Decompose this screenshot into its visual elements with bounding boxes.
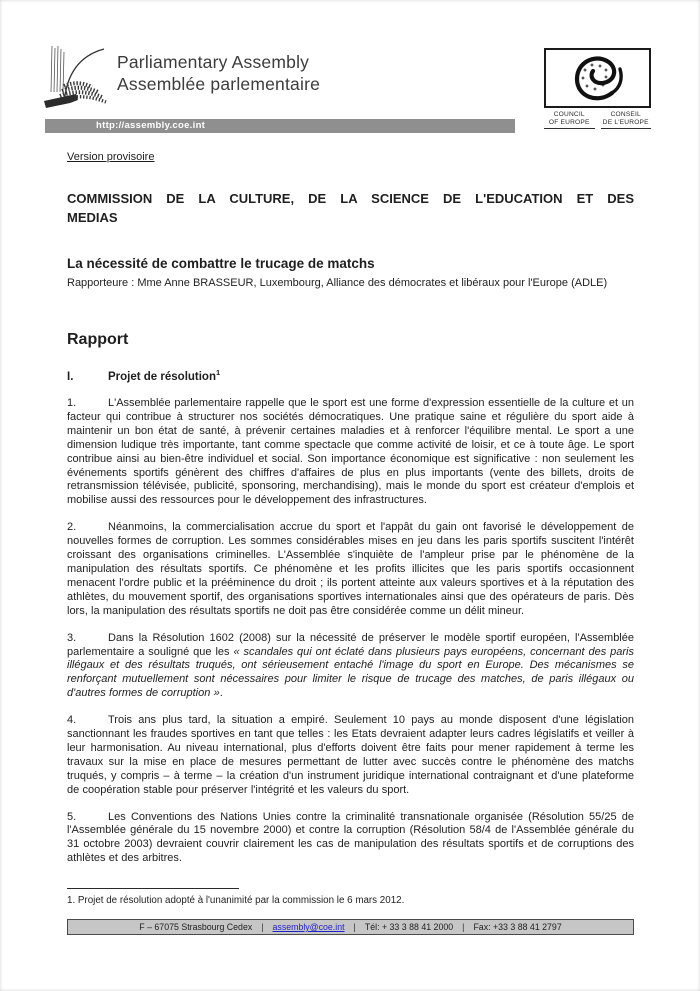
hemicycle-sketch-icon <box>42 42 108 117</box>
document-title: La nécessité de combattre le trucage de matchs <box>67 256 375 271</box>
section-heading <box>67 368 220 383</box>
rapporteur-line: Rapporteure : Mme Anne BRASSEUR, Luxembourg, Alliance des démocrates et libéraux pour l'Europe (ADLE) <box>67 277 608 289</box>
resolution-paragraph <box>67 521 634 618</box>
paragraph-text: L'Assemblée parlementaire rappelle que le sport est une forme d'expression essentielle de la culture et un facteur qui contribue à structurer nos sociétés démocratiques. Une pratique saine et régulière du sport aide à maintenir un bon état de santé, à prévenir certaines maladies et à renforcer l'équilibre mental. Le sport a une dimension ludique très importante, tant comme spectacle que comme activité de loisir, et ce à toute âge. Le sport contribue ainsi au bien-être individuel et social. Son importance économique est significative : non seulement les événements sportifs génèrent des chiffres d'affaires de plus en plus importants (vente des billets, droits de retransmission télévisée, publicité, sponsoring, merchandising), mais le monde du sport est créateur d'emplois et mobilise aussi des ressources pour le développement des infrastructures. <box>67 397 634 507</box>
resolution-paragraph <box>67 714 634 797</box>
assembly-url[interactable]: http://assembly.coe.int <box>96 120 206 131</box>
paragraph-number: 2. <box>67 521 77 534</box>
paragraph-text: Néanmoins, la commercialisation accrue du sport et l'appât du gain ont favorisé le développement de nouvelles formes de corruption. Les sommes considérables mises en jeu dans les paris sportifs suscitent l'intérêt croissant des organisations criminelles. L'Assemblée s'inquiète de l'ampleur prise par le phénomène de la manipulation des résultats sportifs. Ce phénomène et les profits illicites que les paris sportifs occasionnent menacent l'ordre public et la prééminence du droit ; ils portent atteinte aux valeurs sportives et à la réputation des athlètes, du mouvement sportif, des organisations sportives internationales ainsi que des opérateurs de paris. Dès lors, la manipulation des résultats sportifs ne doit pas être considérée comme un délit mineur. <box>67 521 634 617</box>
committee-title <box>67 189 634 227</box>
paragraph-text: Les Conventions des Nations Unies contre la criminalité transnationale organisée (Résolution 55/25 de l'Assemblée générale du 15 novembre 2000) et contre la corruption (Résolution 58/4 de l'Assemblée générale du 31 octobre 2003) devraient couvrir clairement les cas de manipulation des résultats sportifs et de corruptions des athlètes et des arbitres. <box>67 810 634 865</box>
paragraph-text: « scandales qui ont éclaté dans plusieurs pays européens, concernant des paris illégaux et des résultats truqués, ont sérieusement entaché l'image du sport en Europe. Des mécanismes se renforçant mutuellement sont nécessaires pour limiter le risque de trucage des matches, de paris illégaux ou d'autres formes de corruption » <box>67 645 634 700</box>
resolution-paragraph <box>67 397 634 508</box>
resolution-paragraph <box>67 811 634 867</box>
version-notice: Version provisoire <box>67 151 155 163</box>
footer-address: F – 67075 Strasbourg Cedex <box>139 922 253 932</box>
committee-title-line1: COMMISSION DE LA CULTURE, DE LA SCIENCE DE L'EDUCATION ET DES <box>67 191 634 206</box>
paragraph-number: 3. <box>67 631 77 644</box>
coe-e-stars-icon <box>548 51 648 105</box>
coe-logo-box <box>544 48 651 108</box>
coe-label-fr <box>601 111 652 129</box>
footer-fax: Fax: +33 3 88 41 2797 <box>473 922 562 932</box>
coe-label-fr-line1: CONSEIL <box>610 111 641 118</box>
paragraph-text: Dans la Résolution 1602 (2008) sur la nécessité de préserver le modèle sportif européen, l'Assemblée parlementaire a souligné que les <box>67 631 634 658</box>
resolution-paragraph <box>67 632 634 702</box>
section-number: I. <box>67 370 74 383</box>
assembly-url-bar[interactable] <box>45 119 515 133</box>
footnote-text: 1. Projet de résolution adopté à l'unanimité par la commission le 6 mars 2012. <box>67 895 405 906</box>
footnote-reference: 1 <box>216 368 221 377</box>
paragraph-text: Trois ans plus tard, la situation a empiré. Seulement 10 pays au monde disposent d'une législation sanctionnant les fraudes sportives en tant que telles : les Etats devraient adapter leurs cadres législatifs et veiller à leur harmonisation. Au niveau international, plus d'efforts doivent être faits pour mener rapidement à terme les travaux sur la mise en place de mesures permettant de lutter avec succès contre le phénomène des matchs truqués, y compris – à terme – la création d'un instrument juridique international contraignant et d'une plateforme de coopération stable pour préserver l'intégrité et les valeurs du sport. <box>67 714 634 796</box>
coe-label-en <box>544 111 595 129</box>
footnote-separator <box>67 888 239 889</box>
coe-label-fr-line2: DE L'EUROPE <box>602 118 649 126</box>
footer-separator: | <box>353 922 356 932</box>
paragraph-number: 4. <box>67 714 77 727</box>
coe-label-en-line1: COUNCIL <box>553 111 585 118</box>
org-name-en: Parliamentary Assembly <box>117 52 310 72</box>
coe-label-en-line2: OF EUROPE <box>548 118 590 126</box>
resolution-body <box>67 397 634 879</box>
footer-separator: | <box>261 922 264 932</box>
paragraph-text: . <box>219 687 223 700</box>
council-of-europe-logo <box>544 48 651 129</box>
committee-title-line2: MEDIAS <box>67 210 118 225</box>
report-heading: Rapport <box>67 331 129 348</box>
footer-telephone: Tél: + 33 3 88 41 2000 <box>364 922 454 932</box>
paragraph-number: 1. <box>67 397 77 409</box>
footer-separator: | <box>462 922 465 932</box>
section-label: Projet de résolution <box>108 370 216 383</box>
footer-bar <box>67 919 634 935</box>
organisation-name <box>117 52 320 95</box>
footer-email-link[interactable]: assembly@coe.int <box>272 922 345 932</box>
paragraph-number: 5. <box>67 810 77 823</box>
org-name-fr: Assemblée parlementaire <box>117 73 321 94</box>
